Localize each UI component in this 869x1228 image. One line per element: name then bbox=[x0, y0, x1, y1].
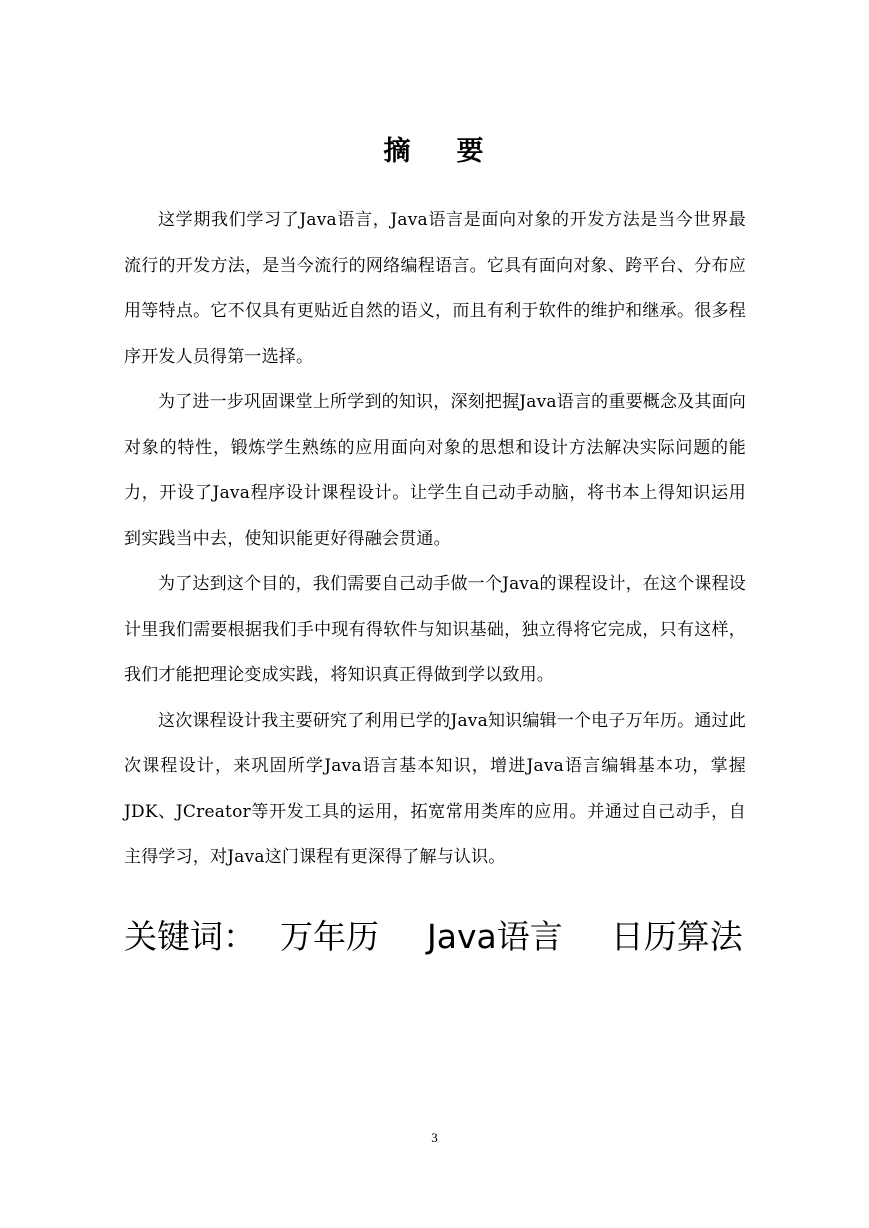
abstract-paragraph-4: 这次课程设计我主要研究了利用已学的Java知识编辑一个电子万年历。通过此次课程设计，来巩固所学Java语言基本知识，增进Java语言编辑基本功，掌握JDK、JCreator等开发工具的运用，拓宽常用类库的应用。并通过自己动手，自主得学习，对Java这门课程有更深得了解与认识。 bbox=[124, 710, 746, 867]
keyword-2: Java语言 bbox=[427, 917, 563, 956]
keyword-3: 日历算法 bbox=[610, 917, 743, 956]
title-char-2: 要 bbox=[456, 136, 486, 167]
keyword-1: 万年历 bbox=[280, 917, 379, 956]
keywords-line bbox=[124, 912, 764, 962]
abstract-paragraph-3: 为了达到这个目的，我们需要自己动手做一个Java的课程设计，在这个课程设计里我们需要根据我们手中现有得软件与知识基础，独立得将它完成，只有这样，我们才能把理论变成实践，将知识真正得做到学以致用。 bbox=[124, 574, 746, 685]
page-number: 3 bbox=[431, 1130, 438, 1145]
keywords-label: 关键词： bbox=[124, 917, 256, 956]
abstract-title bbox=[0, 132, 869, 172]
abstract-paragraph-1: 这学期我们学习了Java语言，Java语言是面向对象的开发方法是当今世界最流行的开发方法，是当今流行的网络编程语言。它具有面向对象、跨平台、分布应用等特点。它不仅具有更贴近自然的语义，而且有利于软件的维护和继承。很多程序开发人员得第一选择。 bbox=[124, 210, 746, 367]
abstract-paragraph-2: 为了进一步巩固课堂上所学到的知识，深刻把握Java语言的重要概念及其面向对象的特性，锻炼学生熟练的应用面向对象的思想和设计方法解决实际问题的能力，开设了Java程序设计课程设计。让学生自己动手动脑，将书本上得知识运用到实践当中去，使知识能更好得融会贯通。 bbox=[124, 392, 746, 549]
abstract-body bbox=[124, 198, 746, 881]
title-char-1: 摘 bbox=[383, 136, 413, 167]
